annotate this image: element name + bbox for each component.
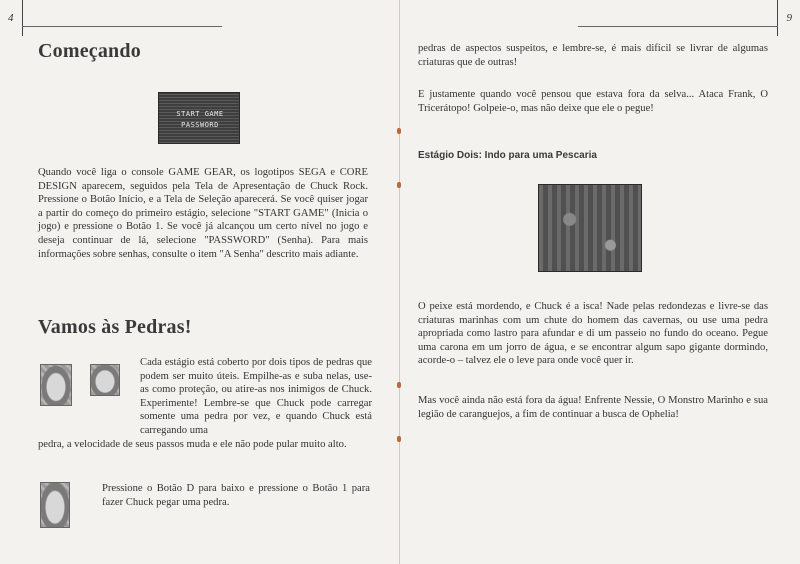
section-title-vamos-as-pedras: Vamos às Pedras! [38, 316, 192, 338]
pedras-body-continued: pedra, a velocidade de seus passos muda e ele não pode pular muito alto. [38, 439, 347, 450]
pick-up-rock-screenshot [40, 482, 70, 528]
page-corner-rule [22, 0, 23, 36]
frank-triceratops-text: E justamente quando você pensou que estava fora da selva... Ataca Frank, O Tricerátopo! Golpeie-o, mas não deixe que ele o pegue! [418, 89, 768, 114]
right-page [400, 0, 800, 564]
binding-hole [397, 182, 401, 188]
binding-hole [397, 128, 401, 134]
binding-hole [397, 382, 401, 388]
page-top-rule [22, 26, 222, 27]
rock-screenshot-1 [40, 364, 72, 406]
stage-two-body: O peixe está mordendo, e Chuck é a isca! Nade pelas redondezas e livre-se das criaturas marinhas com um chute do homem das cavernas, ou use uma pedra apropriada como lastro para afundar e di um passeio no fundo do oceano. Pegue uma carona em um jorro de água, e se encontrar algum sapo gigante dormindo, acorde-o – talvez ele o leve para onde você quer ir. [418, 301, 768, 367]
stage-two-screenshot [538, 184, 642, 272]
screenshot-menu-password: PASSWORD [181, 121, 219, 129]
stage-two-title: Estágio Dois: Indo para uma Pescaria [418, 150, 597, 161]
page-corner-rule [777, 0, 778, 36]
screenshot-menu-start-game: START GAME [176, 110, 224, 118]
binding-hole [397, 436, 401, 442]
pedras-instruction: Pressione o Botão D para baixo e pressione o Botão 1 para fazer Chuck pegar uma pedra. [102, 483, 370, 508]
stage1-continued-text: pedras de aspectos suspeitos, e lembre-se, é mais difícil se livrar de algumas criaturas que de outras! [418, 43, 768, 68]
page-number-right: 9 [786, 12, 792, 24]
pedras-body-indented: Cada estágio está coberto por dois tipos de pedras que podem ser muito úteis. Empilhe-as e suba nelas, use-as como proteção, ou atire-as nos inimigos de Chuck. Experimente! Lembre-se que Chuck pode carregar somente uma pedra por vez, e quando Chuck está carregando uma [140, 357, 372, 436]
page-number-left: 4 [8, 12, 14, 24]
comecando-body: Quando você liga o console GAME GEAR, os logotipos SEGA e CORE DESIGN aparecem, seguidos pela Tela de Apresentação de Chuck Rock. Pressione o Botão Início, e a Tela de Seleção aparecerá. Se você quiser jogar a partir do começo do primeiro estágio, selecione "START GAME" (Inicia o jogo) e pressione o Botão 1. Se você já alcançou um certo nível no jogo e deseja continuar de lá, selecione "PASSWORD" (Senha). Para mais informações sobre senhas, consulte o item "A Senha" descrito mais adiante. [38, 167, 368, 260]
nessie-text: Mas você ainda não está fora da água! Enfrente Nessie, O Monstro Marinho e sua legião de caranguejos, a fim de continuar a busca de Ophelia! [418, 395, 768, 420]
section-title-comecando: Começando [38, 40, 141, 62]
rock-screenshot-2 [90, 364, 120, 396]
page-top-rule [578, 26, 778, 27]
start-screen-screenshot [158, 92, 240, 144]
